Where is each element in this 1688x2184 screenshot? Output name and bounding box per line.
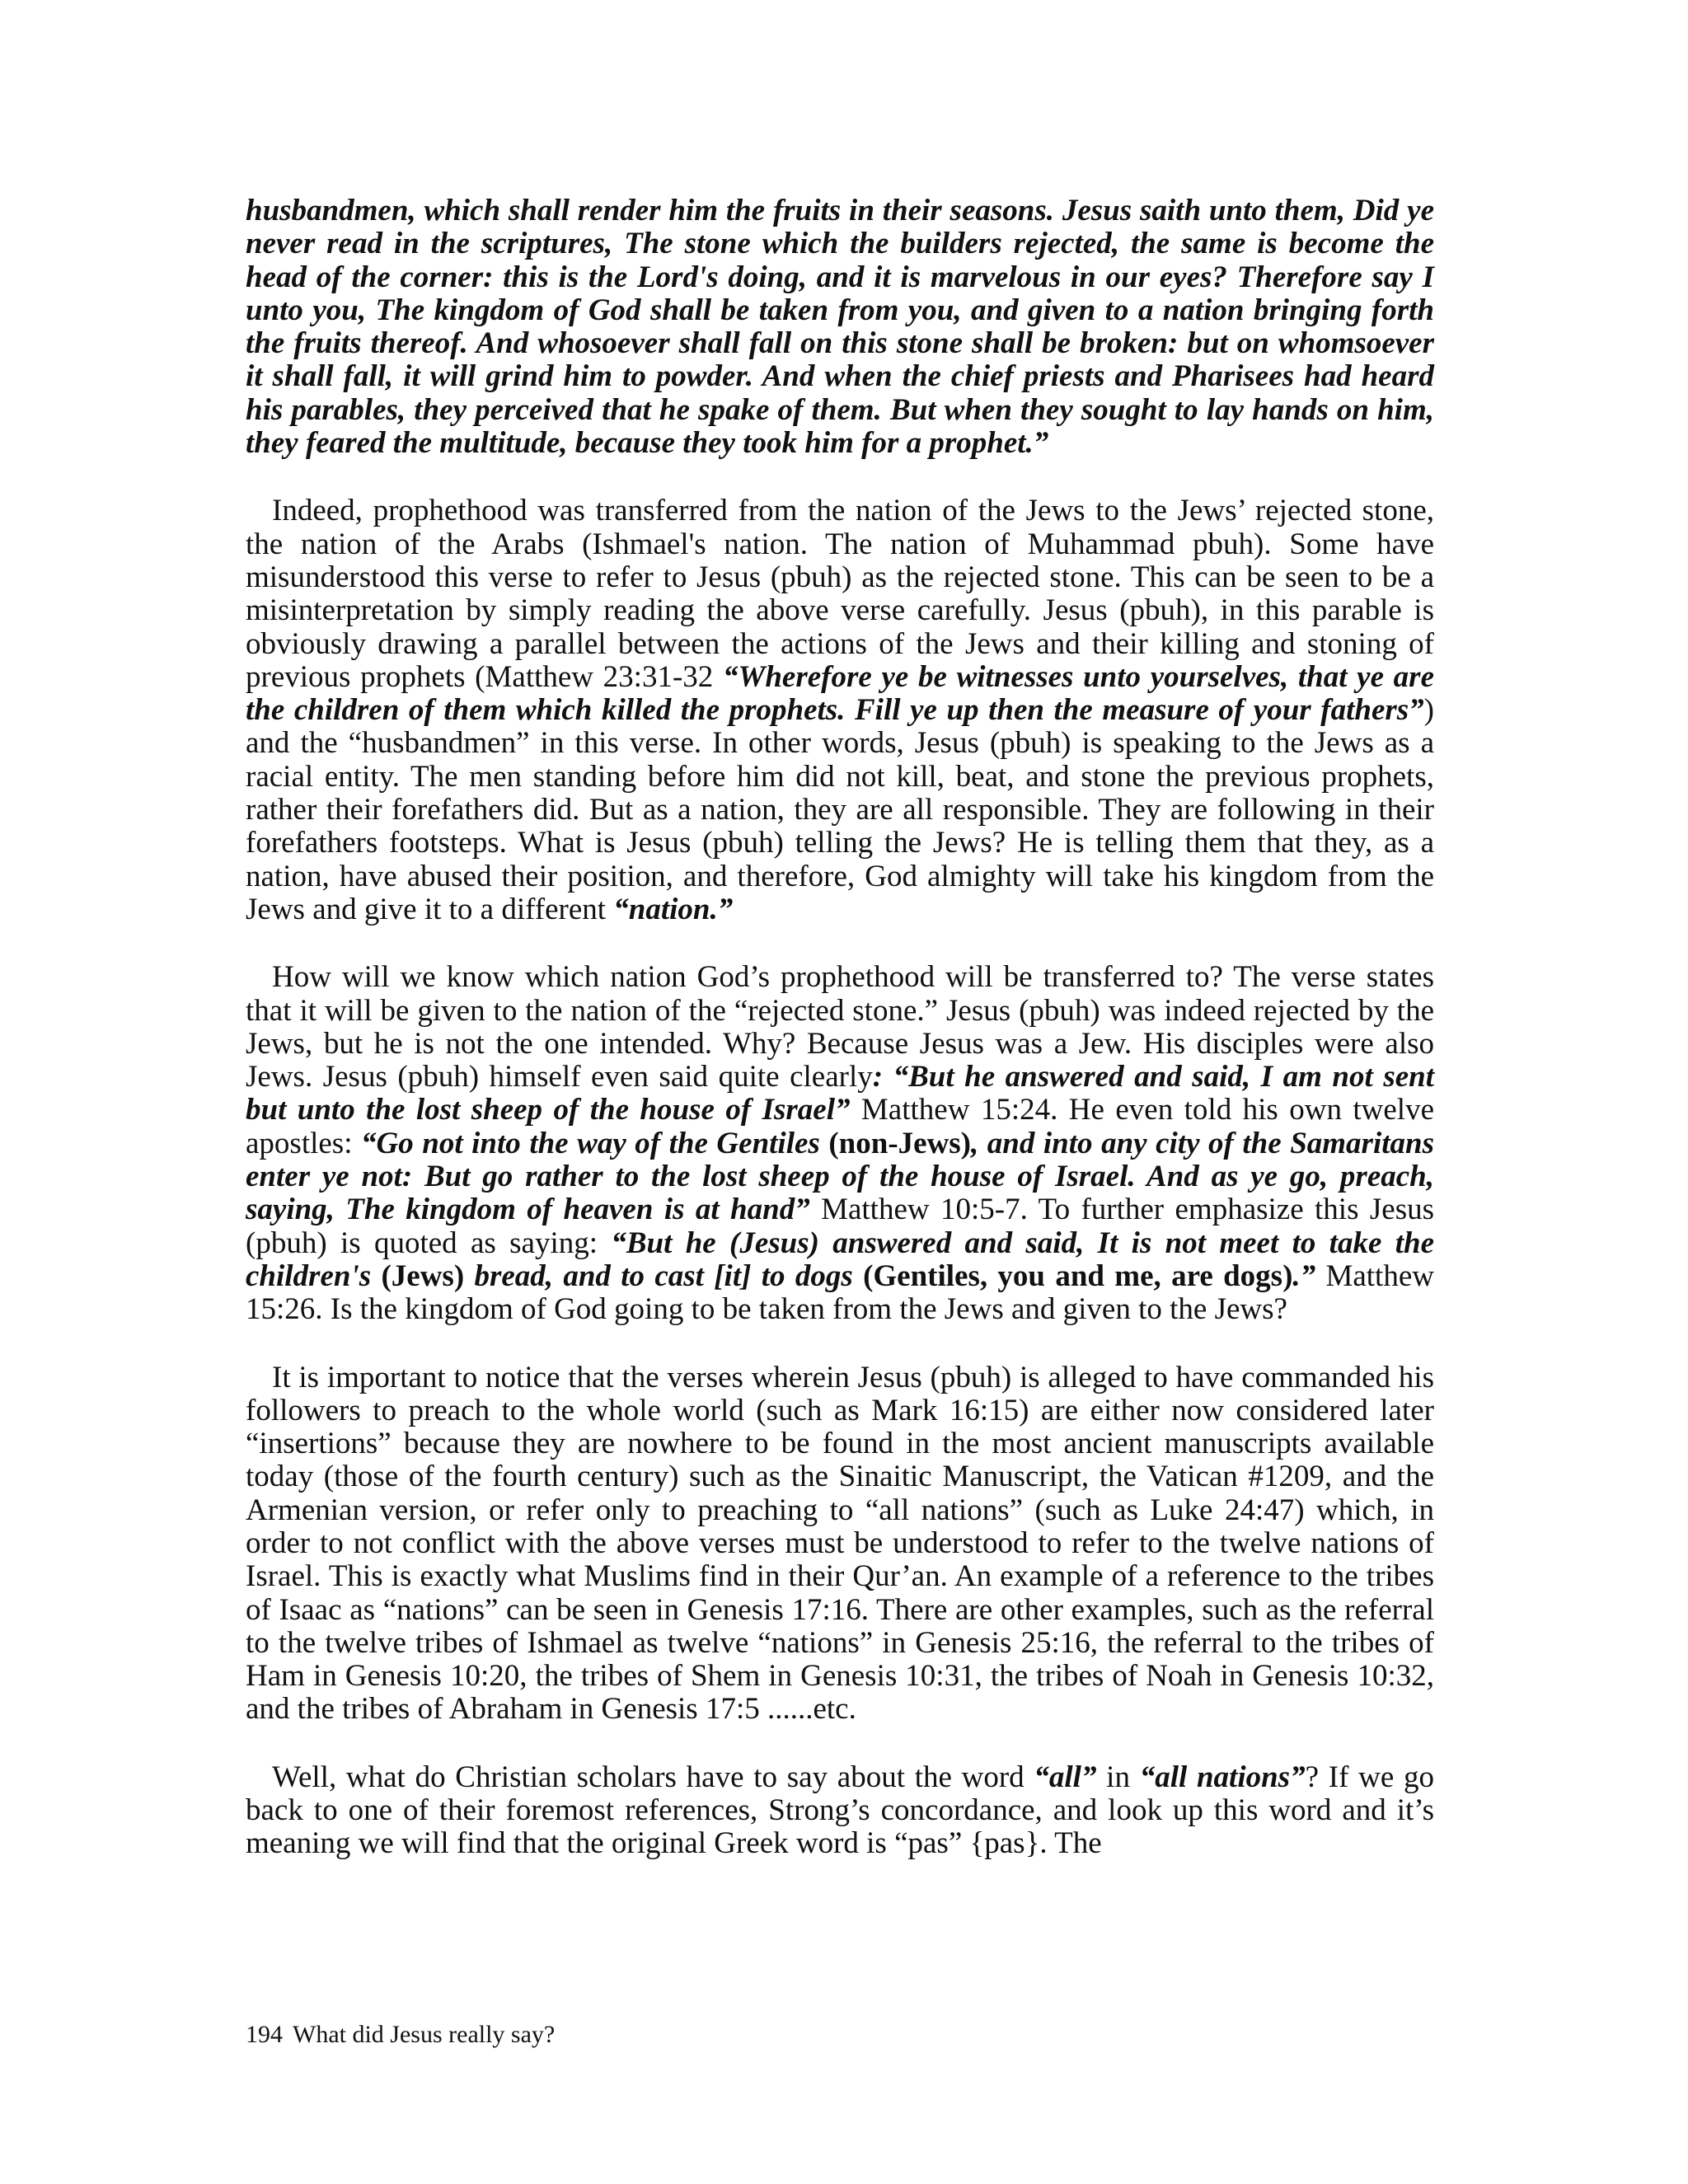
paragraph-all-nations	[246, 1761, 1434, 1861]
paragraph-text: How will we know which nation God’s prophethood will be transferred to? The verse states that it will be given to the nation of the “rejected stone.” Jesus (pbuh) was indeed rejected by the Jews, but he is not the one intended. Why? Because Jesus was a Jew. His disciples were also Jews. Jesus (pbuh) himself even said quite clearly	[246, 960, 1434, 1094]
emphasis-word: “all”	[1034, 1760, 1097, 1794]
paragraph-text: ) and the “husbandmen” in this verse. In other words, Jesus (pbuh) is speaking to the Jews as a racial entity. The men standing before him did not kill, beat, and stone the previous prophets, rather their forefathers did. But as a nation, they are all responsible. They are following in their forefathers footsteps. What is Jesus (pbuh) telling the Jews? He is telling them that they, as a nation, have abused their position, and therefore, God almighty will take his kingdom from the Jews and give it to a different	[246, 693, 1434, 926]
paragraph-text: Well, what do Christian scholars have to say about the word	[272, 1760, 1034, 1794]
bold-annotation: (non-Jews)	[828, 1126, 972, 1160]
bible-quote: bread, and to cast [it] to dogs	[464, 1258, 864, 1293]
paragraph-rejected-stone	[246, 494, 1434, 926]
bible-quote: , and into any city of the Samaritans enter ye not: But go rather to the lost sheep of the house of Israel. And as ye go, preach, saying, The kingdom of heaven is at hand”	[246, 1126, 1434, 1227]
running-title: What did Jesus really say?	[293, 2021, 556, 2048]
paragraph-text: ? If we go back to one of their foremost references, Strong’s concordance, and look up this word and it’s meaning we will find that the original Greek word is “pas” {pas}. The	[246, 1760, 1434, 1861]
bible-quote: “Wherefore ye be witnesses unto yourselves, that ye are the children of them which killed the prophets. Fill ye up then the measure of your fathers”	[246, 659, 1434, 728]
bold-annotation: (Jews)	[381, 1258, 465, 1293]
bible-quote: “nation.”	[613, 892, 734, 926]
paragraph-text: Indeed, prophethood was transferred from the nation of the Jews to the Jews’ rejected stone, the nation of the Arabs (Ishmael's nation. The nation of Muhammad pbuh). Some have misunderstood this verse to refer to Jesus (pbuh) as the rejected stone. This can be seen to be a misinterpretation by simply reading the above verse carefully. Jesus (pbuh), in this parable is obviously drawing a parallel between the actions of the Jews and their killing and stoning of previous prophets (Matthew 23:31-32	[246, 494, 1434, 694]
main-text	[246, 194, 1434, 1896]
paragraph-text: in	[1096, 1760, 1140, 1794]
bible-quote: husbandmen, which shall render him the fruits in their seasons. Jesus saith unto them, Did ye never read in the scriptures, The stone which the builders rejected, the same is become the head of the corner: this is the Lord's doing, and it is marvelous in our eyes? Therefore say I unto you, The kingdom of God shall be taken from you, and given to a nation bringing forth the fruits thereof. And whosoever shall fall on this stone shall be broken: but on whomsoever it shall fall, it will grind him to powder. And when the chief priests and Pharisees had heard his parables, they perceived that he spake of them. But when they sought to lay hands on him, they feared the multitude, because they took him for a prophet.”	[246, 194, 1434, 461]
paragraph-text: It is important to notice that the verses wherein Jesus (pbuh) is alleged to have commanded his followers to preach to the whole world (such as Mark 16:15) are either now considered later “insertions” because they are nowhere to be found in the most ancient manuscripts available today (those of the fourth century) such as the Sinaitic Manuscript, the Vatican #1209, and the Armenian version, or refer only to preaching to “all nations” (such as Luke 24:47) which, in order to not conflict with the above verses must be understood to refer to the twelve nations of Israel. This is exactly what Muslims find in their Qur’an. An example of a reference to the tribes of Isaac as “nations” can be seen in Genesis 17:16. There are other examples, such as the referral to the twelve tribes of Ishmael as twelve “nations” in Genesis 25:16, the referral to the tribes of Ham in Genesis 10:20, the tribes of Shem in Genesis 10:31, the tribes of Noah in Genesis 10:32, and the tribes of Abraham in Genesis 17:5 ......etc.	[246, 1360, 1434, 1727]
paragraph-text: Matthew 15:26. Is the kingdom of God going to be taken from the Jews and given to the Jews?	[246, 1258, 1434, 1327]
paragraph-text: Matthew 10:5-7. To further emphasize this Jesus (pbuh) is quoted as saying:	[246, 1193, 1434, 1260]
paragraph-which-nation	[246, 961, 1434, 1326]
paragraph-quote-continuation	[246, 194, 1434, 460]
bible-quote: : “But he answered and said, I am not sent but unto the lost sheep of the house of Israel”	[246, 1060, 1434, 1127]
paragraph-insertions	[246, 1361, 1434, 1727]
emphasis-word: “all nations”	[1139, 1760, 1306, 1794]
bible-quote: .”	[1292, 1258, 1316, 1293]
page-number: 194	[246, 2021, 283, 2048]
paragraph-text: Matthew 15:24. He even told his own twelve apostles:	[246, 1093, 1435, 1160]
page-footer	[246, 2021, 555, 2049]
bible-quote: “Go not into the way of the Gentiles	[361, 1126, 829, 1160]
bold-annotation: (Gentiles, you and me, are dogs)	[863, 1258, 1293, 1293]
bible-quote: “But he (Jesus) answered and said, It is not meet to take the children's	[246, 1226, 1434, 1293]
